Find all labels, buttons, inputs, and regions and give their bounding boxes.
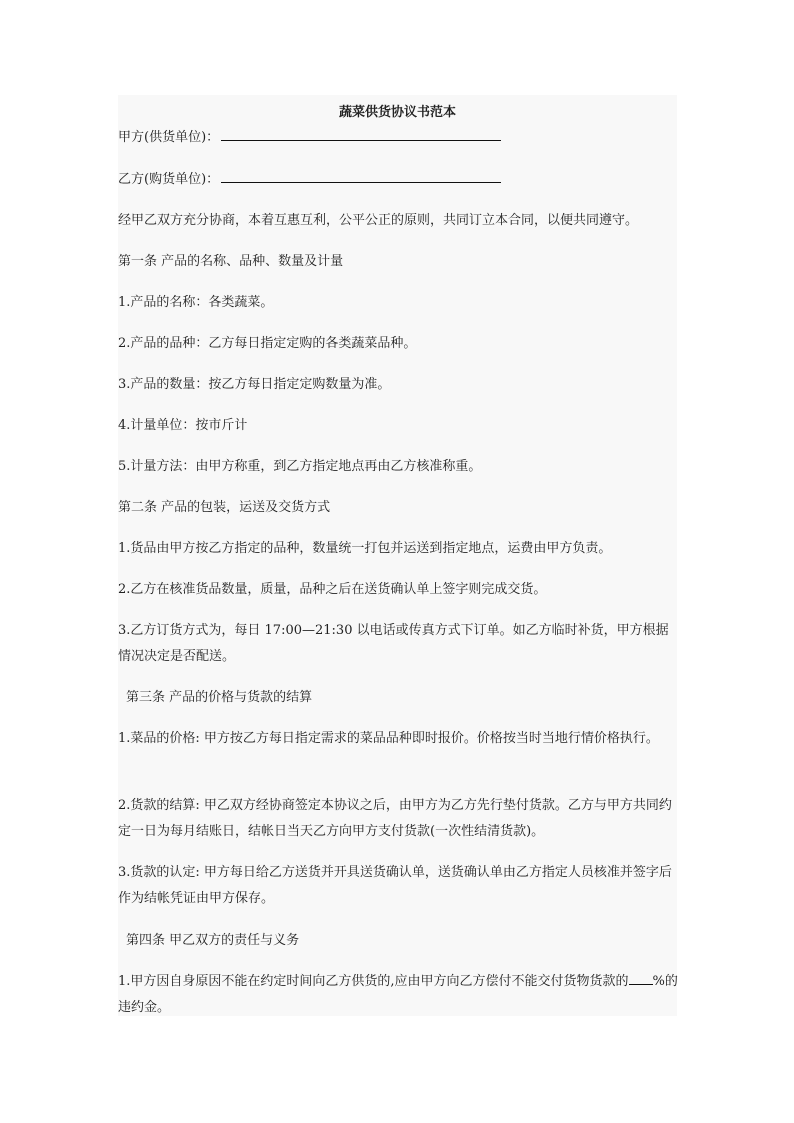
- article2-item: 1.货品由甲方按乙方指定的品种，数量统一打包并运送到指定地点，运费由甲方负责。: [118, 541, 612, 556]
- article3-item: 2.货款的结算: 甲乙双方经协商签定本协议之后，由甲方为乙方先行垫付货款。乙方与甲方共同约定一日为每月结账日，结帐日当天乙方向甲方支付货款(一次性结清货款)。: [118, 798, 672, 839]
- article1-item: 2.产品的品种：乙方每日指定定购的各类蔬菜品种。: [118, 336, 417, 351]
- article2-heading: 第二条 产品的包装，运送及交货方式: [118, 500, 331, 515]
- article1-item: 5.计量方法：由甲方称重，到乙方指定地点再由乙方核准称重。: [118, 459, 482, 474]
- party-a-line: [118, 125, 680, 151]
- party-b-line: [118, 167, 680, 193]
- party-b-label: 乙方(购货单位)：: [118, 172, 220, 187]
- article1-heading: 第一条 产品的名称、品种、数量及计量: [118, 254, 344, 269]
- article4-heading: 第四条 甲乙双方的责任与义务: [126, 933, 300, 948]
- article1-item: 3.产品的数量：按乙方每日指定定购数量为准。: [118, 377, 391, 392]
- party-a-label: 甲方(供货单位)：: [118, 130, 220, 145]
- article1-item: 4.计量单位：按市斤计: [118, 418, 248, 433]
- article4-item: [118, 969, 680, 1021]
- article3-item: 1.菜品的价格: 甲方按乙方每日指定需求的菜品品种即时报价。价格按当时当地行情价格执行。: [118, 731, 659, 746]
- article3-heading: 第三条 产品的价格与货款的结算: [126, 690, 313, 705]
- article2-item: 3.乙方订货方式为，每日 17:00—21:30 以电话或传真方式下订单。如乙方临时补货，甲方根据情况决定是否配送。: [118, 623, 669, 664]
- party-a-blank[interactable]: [221, 126, 501, 141]
- penalty-percent-blank[interactable]: [629, 972, 653, 985]
- preamble: 经甲乙双方充分协商，本着互惠互利，公平公正的原则，共同订立本合同，以便共同遵守。: [118, 213, 639, 228]
- article3-item: 3.货款的认定: 甲方每日给乙方送货并开具送货确认单，送货确认单由乙方指定人员核准并签字后作为结帐凭证由甲方保存。: [118, 865, 672, 906]
- article4-item1-tail: %的违约金。: [118, 974, 678, 1015]
- article2-item: 2.乙方在核准货品数量，质量，品种之后在送货确认单上签字则完成交货。: [118, 582, 547, 597]
- document-title: 蔬菜供货协议书范本: [338, 105, 456, 120]
- article4-item1-text: 1.甲方因自身原因不能在约定时间向乙方供货的,应由甲方向乙方偿付不能交付货物货款的: [118, 974, 629, 989]
- article1-item: 1.产品的名称：各类蔬菜。: [118, 295, 274, 310]
- party-b-blank[interactable]: [221, 168, 501, 183]
